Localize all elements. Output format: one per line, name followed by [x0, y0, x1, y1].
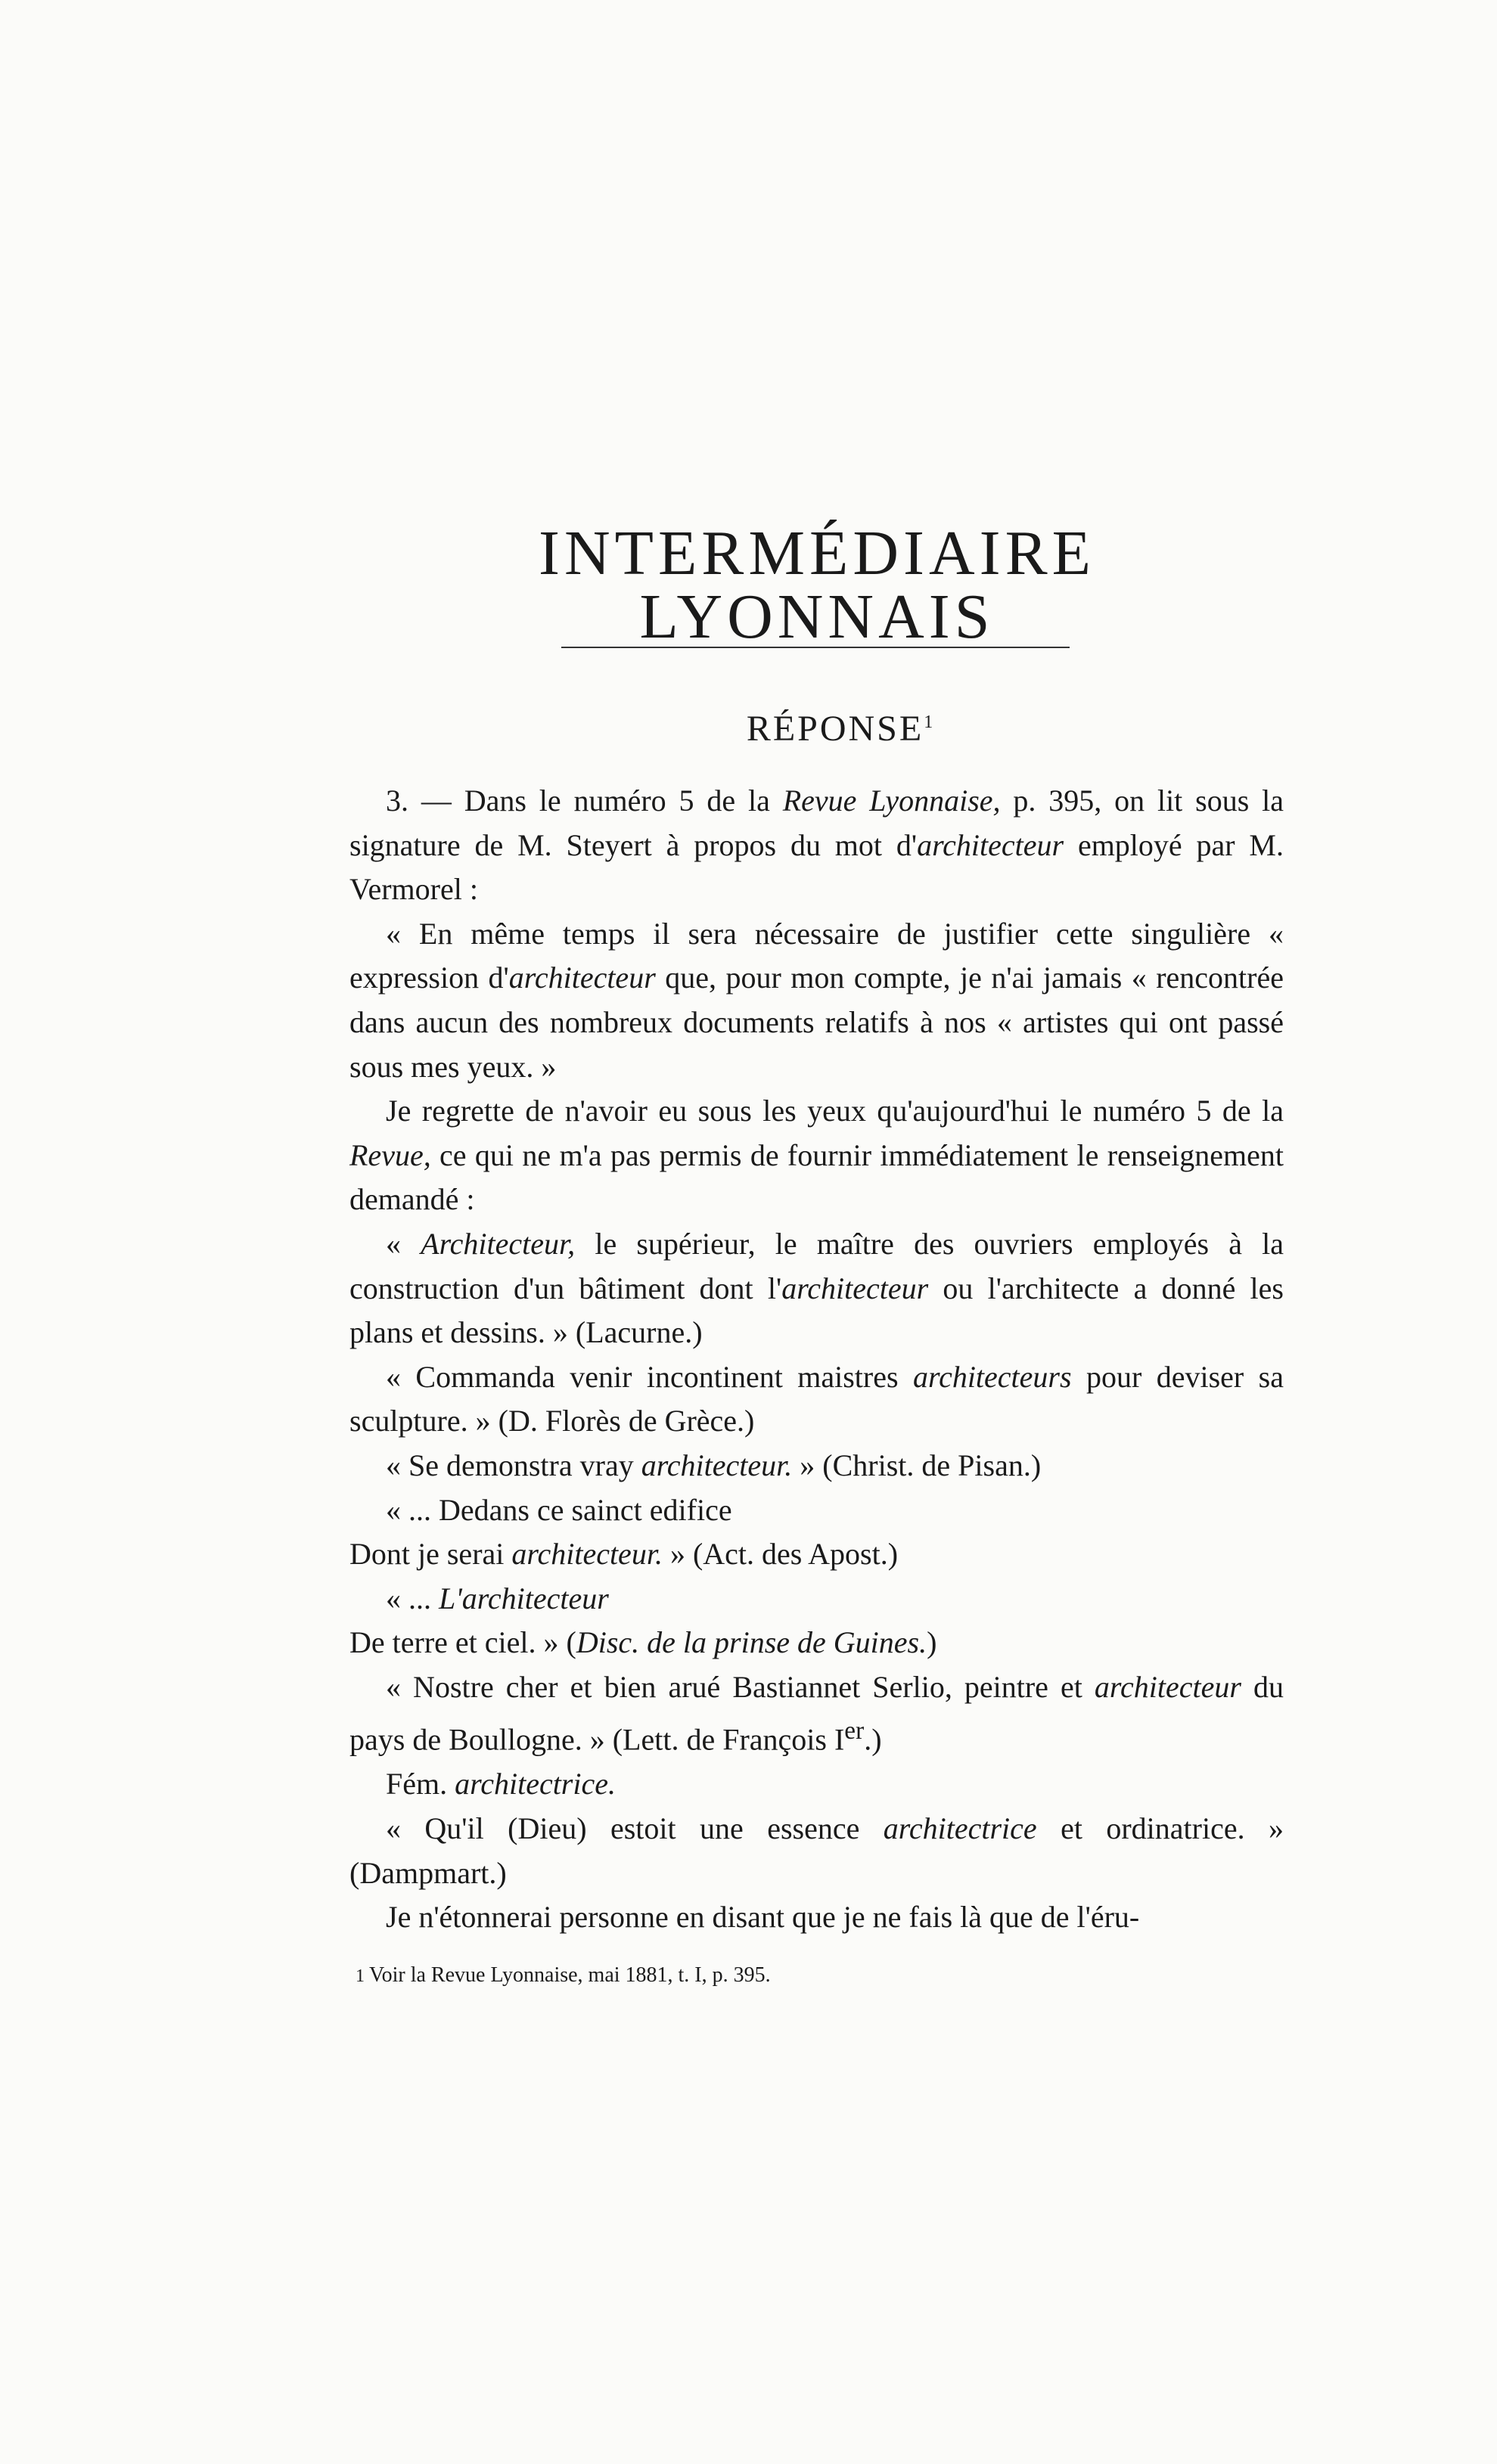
paragraph-conclusion: Je n'étonnerai personne en disant que je ne fais là que de l'éru-	[386, 1900, 1140, 1935]
paragraph-flores	[349, 1355, 1284, 1444]
footnote-reference: 1	[924, 712, 933, 732]
text-run: p. 395, on lit sous la signature de M. Steyert à propos du mot d'	[349, 784, 1284, 862]
italic-run: Revue Lyonnaise,	[782, 784, 1001, 818]
text-run: )	[927, 1625, 937, 1660]
verse-guines	[349, 1621, 1284, 1665]
body-text	[349, 779, 1284, 1940]
paragraph-lacurne	[349, 1222, 1284, 1355]
italic-run: architecteur	[508, 960, 656, 995]
italic-run: architecteur	[917, 827, 1064, 862]
text-run: « ...	[386, 1581, 439, 1615]
text-run: employé par M. Vermorel :	[349, 827, 1284, 907]
italic-run: Architecteur,	[421, 1226, 576, 1261]
text-run: » (Act. des Apost.)	[662, 1537, 899, 1572]
paragraph-regret	[349, 1089, 1284, 1222]
paragraph-feminine	[349, 1762, 1284, 1807]
paragraph-intro	[349, 779, 1284, 912]
title-divider	[561, 647, 1070, 648]
verse-architecteur	[349, 1577, 1284, 1621]
italic-run: architecteurs	[912, 1359, 1072, 1394]
footnote-text: Voir la Revue Lyonnaise, mai 1881, t. I, p. 395.	[369, 1963, 771, 1987]
text-run: ce qui ne m'a pas permis de fournir immédiatement le renseignement demandé :	[349, 1137, 1284, 1217]
text-run: Je regrette de n'avoir eu sous les yeux qu'aujourd'hui le numéro 5 de la	[386, 1094, 1284, 1128]
text-run: « En même temps il sera nécessaire de justifier cette singulière « expression d'	[349, 916, 1284, 995]
verse-edifice: « ... Dedans ce sainct edifice	[386, 1492, 732, 1527]
paragraph-quote-steyert	[349, 912, 1284, 1089]
italic-run: Revue,	[349, 1137, 431, 1172]
text-run: pour deviser sa sculpture. » (D. Florès de Grèce.)	[349, 1359, 1284, 1438]
text-run: du pays de Boullogne. » (Lett. de François I	[349, 1669, 1284, 1757]
text-run: « Nostre cher et bien arué Bastiannet Serlio, peintre et	[386, 1669, 1095, 1704]
text-run: 3. — Dans le numéro 5 de la	[386, 784, 783, 818]
italic-run: architecteur.	[641, 1448, 793, 1482]
italic-run: architectrice.	[455, 1767, 616, 1801]
paragraph-pisan	[349, 1444, 1284, 1488]
paragraph-serlio	[349, 1665, 1284, 1763]
text-run: «	[386, 1226, 421, 1261]
text-run: « Qu'il (Dieu) estoit une essence	[386, 1811, 884, 1845]
italic-run: architecteur	[781, 1271, 929, 1305]
text-run: De terre et ciel. » (	[349, 1625, 576, 1660]
text-run: et ordinatrice. » (Dampmart.)	[349, 1811, 1284, 1890]
italic-run: Disc. de la prinse de Guines.	[576, 1625, 927, 1660]
footnote	[356, 1963, 1263, 1988]
text-run: » (Christ. de Pisan.)	[792, 1448, 1042, 1482]
text-run: .)	[864, 1722, 882, 1757]
italic-run: architecteur	[1094, 1669, 1241, 1704]
text-run: le supérieur, le maître des ouvriers employés à la construction d'un bâtiment dont l'	[349, 1226, 1284, 1305]
verse-apost	[349, 1532, 1284, 1577]
footnote-marker: 1	[356, 1966, 365, 1986]
paragraph-dampmart	[349, 1807, 1284, 1895]
running-title: INTERMÉDIAIRE LYONNAIS	[539, 518, 1095, 652]
text-run: « Commanda venir incontinent maistres	[386, 1359, 913, 1394]
section-heading	[726, 711, 953, 747]
text-run: que, pour mon compte, je n'ai jamais « rencontrée dans aucun des nombreux documents relatifs à nos « artistes qui ont passé sous mes yeux. »	[349, 960, 1284, 1084]
italic-run: architecteur.	[511, 1537, 663, 1572]
section-heading-text: RÉPONSE	[746, 709, 924, 749]
superscript-run: er	[844, 1717, 865, 1746]
text-run: Fém.	[386, 1767, 455, 1801]
italic-run: L'architecteur	[439, 1581, 609, 1615]
text-run: « Se demonstra vray	[386, 1448, 641, 1482]
text-run: ou l'architecte a donné les plans et dessins. » (Lacurne.)	[349, 1271, 1284, 1350]
italic-run: architectrice	[883, 1811, 1037, 1845]
text-run: Dont je serai	[349, 1537, 512, 1572]
